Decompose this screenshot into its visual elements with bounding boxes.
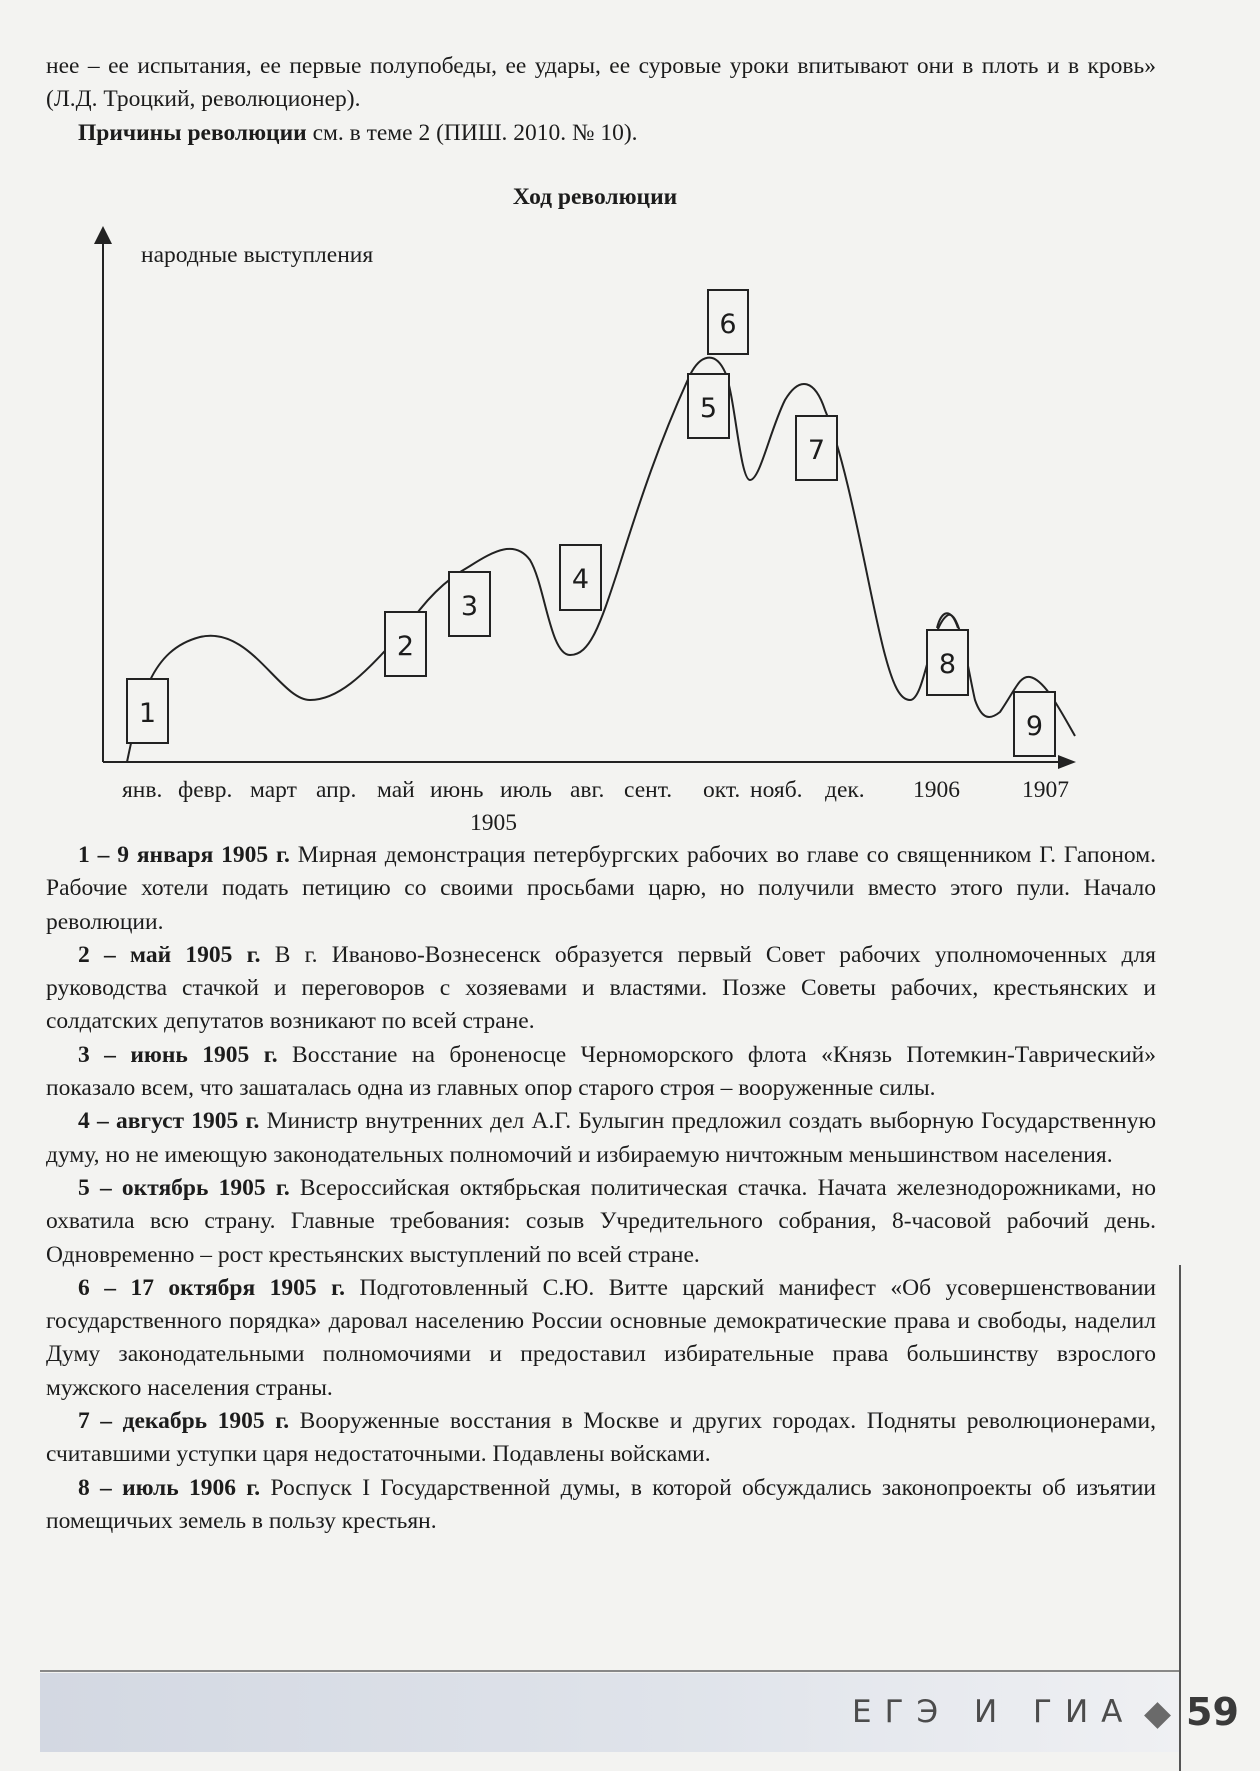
- event-date: 6 – 17 октября 1905 г.: [78, 1274, 346, 1301]
- x-label-feb: февр.: [178, 777, 233, 803]
- x-label-sep: сент.: [624, 777, 673, 803]
- x-axis-arrow: [1058, 755, 1076, 769]
- x-label-1907: 1907: [1022, 777, 1069, 803]
- event-date: 5 – октябрь 1905 г.: [78, 1174, 290, 1201]
- marker-5: [688, 374, 729, 438]
- page-number: 59: [1186, 1690, 1239, 1734]
- marker-4: [560, 545, 601, 610]
- event-date: 8 – июль 1906 г.: [78, 1474, 261, 1501]
- x-label-may: май: [377, 777, 415, 803]
- event-text: Восстание на броненосце Черноморского флота «Князь Потемкин-Таврический» показало всем, что зашаталась одна из главных опор старого строя – вооруженные силы.: [46, 1041, 1156, 1102]
- event-text: Подготовленный С.Ю. Витте царский манифест «Об усовершенствовании государственного порядка» даровал населению России основные демократические права и свободы, наделил Думу законодательными полномочиями и предоставил избирательные права большинству взрослого мужского населения страны.: [46, 1274, 1157, 1401]
- event-text: В г. Иваново-Вознесенск образуется первый Совет рабочих уполномоченных для руководства стачкой и переговоров с хозяевами и властями. Позже Советы рабочих, крестьянских и солдатских депутатов возникают по всей стране.: [46, 941, 1156, 1035]
- event-text: Роспуск I Государственной думы, в которой обсуждались законопроекты об изъятии помещичьих земель в пользу крестьян.: [46, 1474, 1156, 1534]
- x-label-mar: март: [250, 777, 297, 803]
- marker-label: 2: [396, 631, 415, 662]
- marker-label: 3: [460, 591, 479, 622]
- footer-divider: [40, 1670, 1179, 1672]
- event-text: Министр внутренних дел А.Г. Булыгин предложил создать выборную Государственную думу, но не имеющую законодательных полномочий и избираемую ничтожным меньшинством населения.: [46, 1108, 1156, 1168]
- marker-3: [449, 572, 490, 636]
- event-8: [46, 1472, 1156, 1539]
- intro-rest: см. в теме 2 (ПИШ. 2010. № 10).: [306, 119, 638, 146]
- event-date: 2 – май 1905 г.: [78, 941, 261, 968]
- marker-label: 8: [938, 649, 957, 680]
- x-label-year-1905: 1905: [470, 810, 517, 836]
- marker-label: 9: [1025, 711, 1044, 742]
- x-label-jun: июнь: [430, 777, 484, 803]
- footer-series-title: ЕГЭ И ГИА: [852, 1694, 1136, 1730]
- marker-label: 5: [699, 393, 718, 424]
- event-date: 1 – 9 января 1905 г.: [78, 842, 290, 868]
- event-5: [46, 1172, 1156, 1272]
- intro-text: [46, 50, 1156, 150]
- marker-label: 7: [807, 435, 826, 466]
- x-label-dec: дек.: [825, 777, 865, 803]
- intro-paragraph-1: нее – ее испытания, ее первые полупобеды, ее удары, ее суровые уроки впитывают они в плоть и в кровь» (Л.Д. Троцкий, революционер).: [46, 53, 1156, 113]
- revolution-chart: [0, 200, 1190, 840]
- event-2: [46, 939, 1156, 1039]
- right-margin-rule: [1179, 1265, 1181, 1771]
- events-list: [46, 839, 1156, 1538]
- marker-9: [1014, 692, 1055, 756]
- event-date: 3 – июнь 1905 г.: [78, 1041, 278, 1068]
- intro-bold: Причины революции: [78, 119, 307, 146]
- x-label-apr: апр.: [316, 777, 357, 803]
- marker-7: [796, 416, 837, 480]
- event-3: [46, 1039, 1156, 1106]
- marker-8: [927, 630, 968, 695]
- y-axis-label: народные выступления: [141, 242, 374, 268]
- marker-label: 1: [138, 698, 157, 729]
- event-6: [46, 1272, 1156, 1405]
- intro-paragraph-2: [46, 117, 1156, 150]
- event-7: [46, 1405, 1156, 1472]
- event-text: Мирная демонстрация петербургских рабочих во главе со священником Г. Гапоном. Рабочие хотели подать петицию со своими просьбами царю, но получили вместо этого пули. Начало революции.: [46, 842, 1156, 935]
- event-date: 7 – декабрь 1905 г.: [78, 1408, 290, 1435]
- x-label-oct: окт.: [703, 777, 741, 803]
- chart-title: Ход революции: [512, 184, 678, 210]
- marker-1: [127, 679, 168, 743]
- event-text: Вооруженные восстания в Москве и других городах. Подняты революционерами, считавшими уступки царя недостаточными. Подавлены войсками.: [46, 1408, 1156, 1468]
- x-label-jan: янв.: [122, 777, 163, 803]
- y-axis-arrow: [94, 226, 112, 244]
- event-4: [46, 1105, 1156, 1172]
- event-1: [46, 839, 1156, 939]
- x-label-nov: нояб.: [750, 777, 803, 803]
- x-label-jul: июль: [500, 777, 552, 803]
- marker-6: [708, 290, 748, 354]
- event-text: Всероссийская октябрьская политическая стачка. Начата железнодорожниками, но охватила всю страну. Главные требования: созыв Учредительного собрания, 8-часовой рабочий день. Одновременно – рост крестьянских выступлений по всей стране.: [46, 1174, 1156, 1268]
- marker-label: 4: [571, 564, 590, 595]
- x-label-aug: авг.: [570, 777, 605, 803]
- x-label-1906: 1906: [913, 777, 960, 803]
- marker-label: 6: [719, 309, 737, 340]
- marker-2: [385, 612, 426, 676]
- event-date: 4 – август 1905 г.: [78, 1108, 260, 1135]
